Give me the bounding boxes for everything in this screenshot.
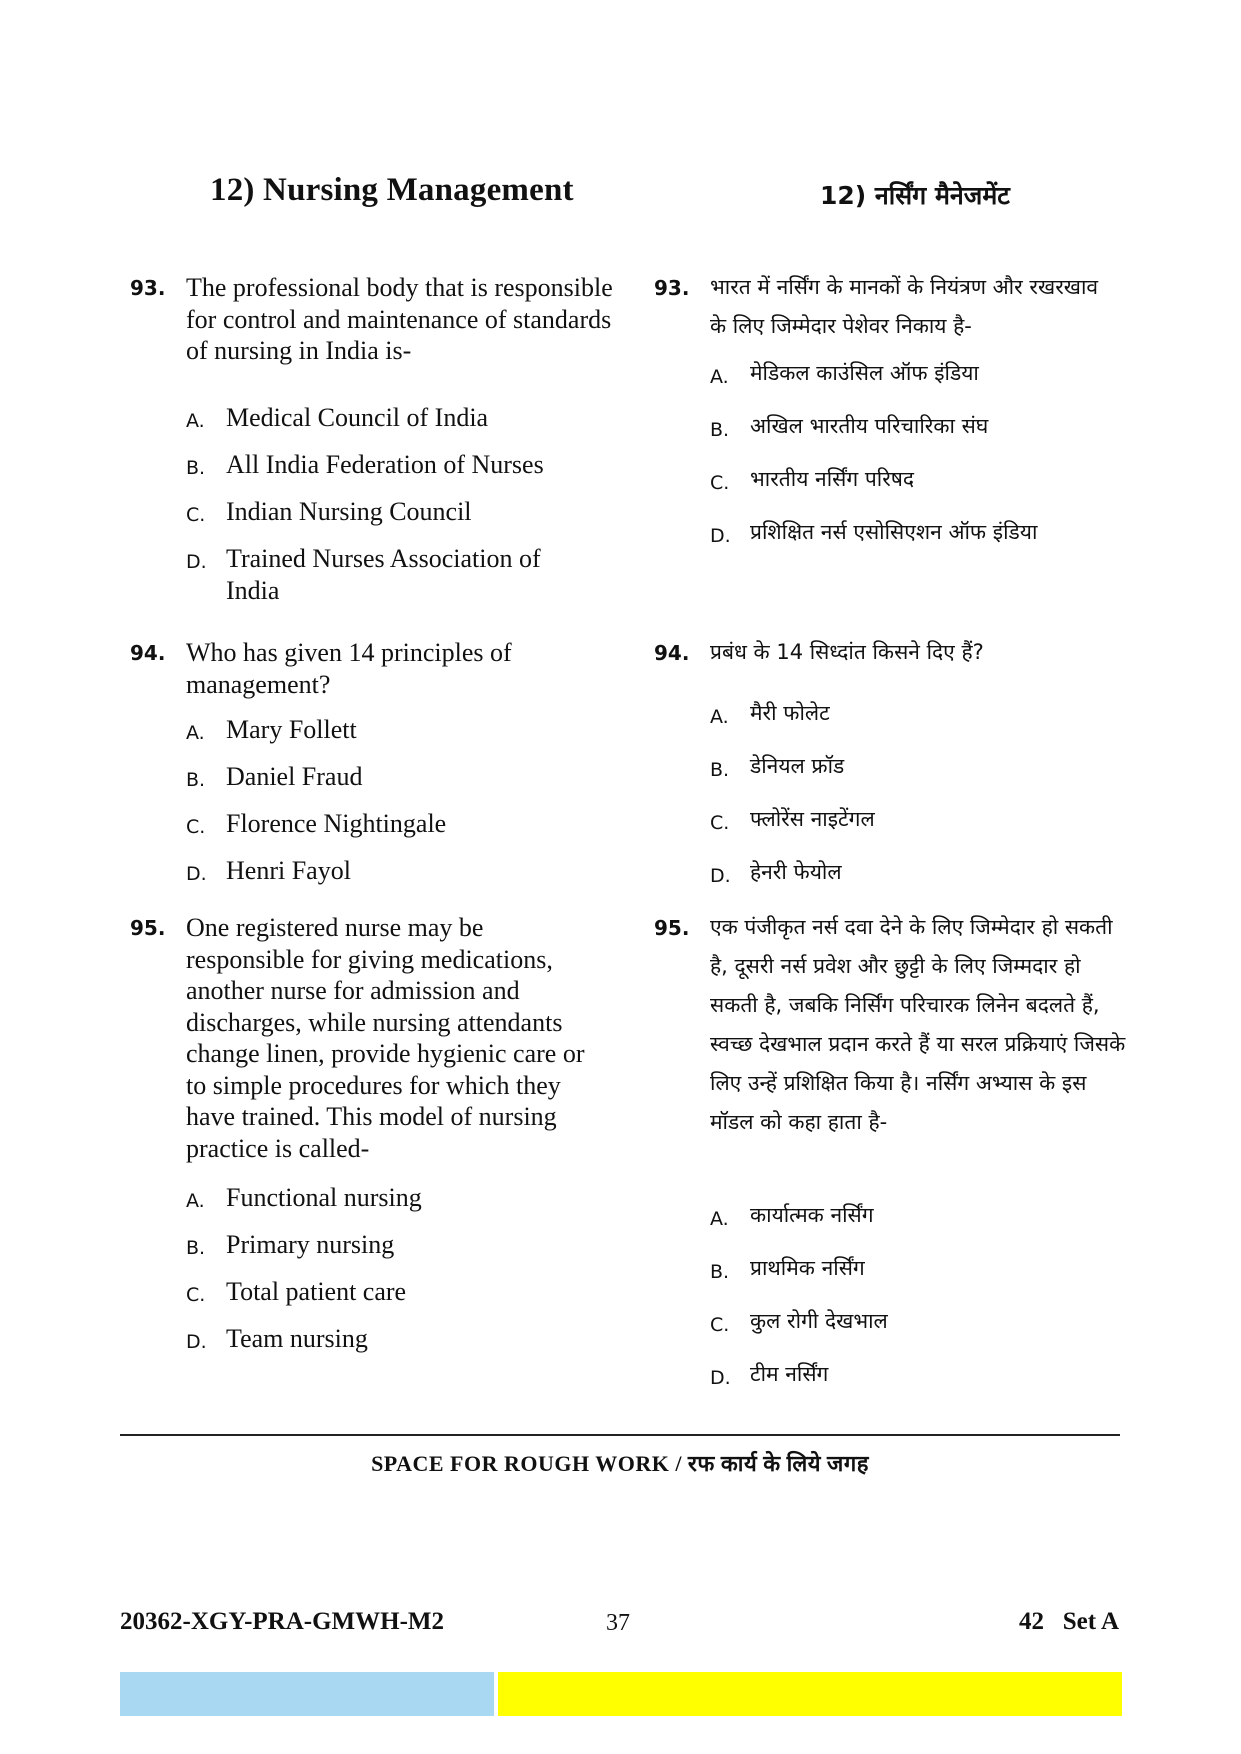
option-text: प्रशिक्षित नर्स एसोसिएशन ऑफ इंडिया [750,520,1038,544]
option-text: Mary Follett [226,715,357,744]
option-letter: C. [186,816,206,838]
option-letter: A. [710,706,729,728]
question-number: 93. [130,276,166,300]
option-text: All India Federation of Nurses [226,450,544,479]
option-letter: A. [710,366,729,388]
option-letter: A. [186,1190,205,1212]
question-number: 94. [654,641,690,665]
question-number: 95. [654,916,690,940]
option-letter: C. [186,504,206,526]
option-text: Trained Nurses Association of India [226,544,541,605]
option-letter: D. [710,865,731,887]
option-letter: B. [186,769,206,791]
footer-band-yellow [498,1672,1122,1716]
option-letter: C. [710,1314,730,1336]
option-letter: D. [710,1367,731,1389]
option-text: कुल रोगी देखभाल [750,1309,888,1333]
option-letter: B. [186,457,206,479]
option-text: Primary nursing [226,1230,395,1259]
option-text: मेडिकल काउंसिल ऑफ इंडिया [750,361,979,385]
section-title-english: 12) Nursing Management [210,172,574,208]
option-letter: A. [186,722,205,744]
option-letter: D. [186,551,207,573]
question-text: एक पंजीकृत नर्स दवा देने के लिए जिम्मेदार हो सकती है, दूसरी नर्स प्रवेश और छुट्टी के लिए जिम्मदार हो सकती है, जबकि निर्सिंग परिचारक लिनेन बदलते हैं, स्वच्छ देखभाल प्रदान करते हैं या सरल प्रक्रियाएं जिसके लिए उन्हें प्रशिक्षित किया है। नर्सिंग अभ्यास के इस मॉडल को कहा हाता है- [710,915,1126,1134]
option-letter: C. [710,472,730,494]
option-text: फ्लोरेंस नाइटेंगल [750,807,875,831]
option-text: डेनियल फ्रॉड [750,754,845,778]
option-text: Florence Nightingale [226,809,447,838]
option-letter: D. [710,525,731,547]
option-text: Henri Fayol [226,856,351,885]
option-text: अखिल भारतीय परिचारिका संघ [750,414,989,438]
option-text: कार्यात्मक नर्सिंग [750,1203,874,1227]
question-text: प्रबंध के 14 सिध्दांत किसने दिए हैं? [710,640,984,664]
footer-band-blue [120,1672,494,1716]
section-title-hindi: 12) नर्सिंग मैनेजमेंट [820,181,1010,210]
option-text: Medical Council of India [226,403,489,432]
question-text: One registered nurse may be responsible for giving medications, another nurse for admission and discharges, while nursing attendants change linen, provide hygienic care or to simple procedures for which they have trained. This model of nursing practice is called- [186,913,585,1163]
page-number: 37 [606,1610,630,1636]
option-text: टीम नर्सिंग [750,1362,829,1386]
paper-code: 20362-XGY-PRA-GMWH-M2 [120,1608,445,1635]
option-letter: B. [186,1237,206,1259]
rough-work-divider [120,1434,1120,1436]
set-label: 42 Set A [1019,1608,1119,1635]
option-letter: D. [186,1331,207,1353]
option-text: Indian Nursing Council [226,497,472,526]
option-text: भारतीय नर्सिंग परिषद [750,467,915,491]
option-text: Team nursing [226,1324,368,1353]
question-number: 95. [130,916,166,940]
option-letter: A. [710,1208,729,1230]
option-letter: C. [710,812,730,834]
question-text: The professional body that is responsible for control and maintenance of standards of nursing in India is- [186,273,613,365]
option-letter: B. [710,1261,730,1283]
rough-work-label: SPACE FOR ROUGH WORK / रफ कार्य के लिये जगह [371,1451,869,1476]
option-text: प्राथमिक नर्सिंग [750,1256,865,1280]
option-letter: D. [186,863,207,885]
question-number: 93. [654,276,690,300]
question-number: 94. [130,641,166,665]
option-text: मैरी फोलेट [750,701,830,725]
option-letter: C. [186,1284,206,1306]
option-letter: B. [710,419,730,441]
option-text: Daniel Fraud [226,762,363,791]
question-text: भारत में नर्सिंग के मानकों के नियंत्रण और रखरखाव के लिए जिम्मेदार पेशेवर निकाय है- [710,275,1099,338]
option-text: Functional nursing [226,1183,422,1212]
option-text: हेनरी फेयोल [750,860,842,884]
option-letter: B. [710,759,730,781]
option-letter: A. [186,410,205,432]
question-text: Who has given 14 principles of management? [186,638,512,699]
option-text: Total patient care [226,1277,407,1306]
